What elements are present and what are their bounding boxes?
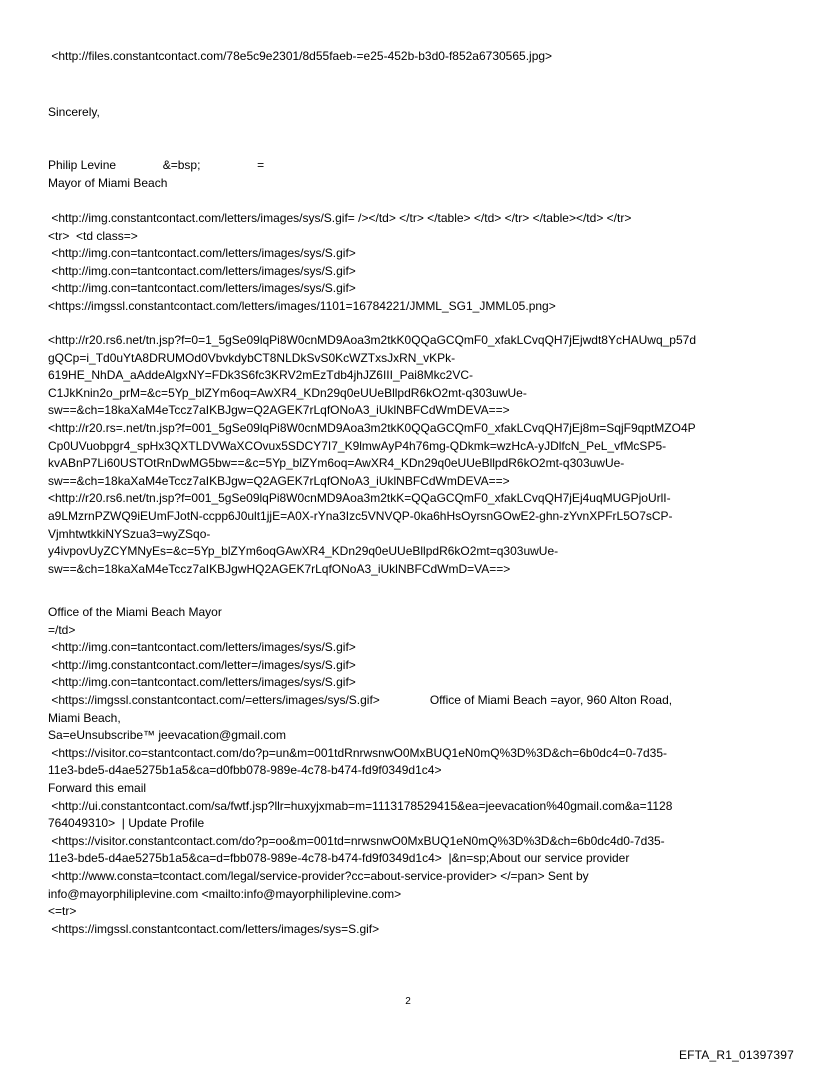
email-footer-block: Office of the Miami Beach Mayor =/td> <http://img.con=tantcontact.com/letters/images/sys/S.gif> <http://img.constantcontact.com/letter=/images/sys/S.gif> <http://img.con=tantcontact.com/letters/images/sys/S.gif> <https://imgssl.constantcontact.com/=etters/images/sys/S.gif> Office of Miami Beach =ayor, 960 Alton Road, Miami Beach, Sa=eUnsubscribe™ jeevacation@gmail.com <https://visitor.co=stantcontact.com/do?p=un&m=001tdRnrwsnwO0MxBUQ1eN0mQ%3D%3D&ch=6b0dc4=0-7d35- 11e3-bde5-d4ae5275b1a5&ca=d0fbb078-989e-4c78-b474-fd9f0349d1c4> Forward this email <http://ui.constantcontact.com/sa/fwtf.jsp?llr=huxyjxmab=m=1113178529415&ea=jeevacation%40gmail.com&a=1128 764049310> | Update Profile <https://visitor.constantcontact.com/do?p=oo&m=001td=nrwsnwO0MxBUQ1eN0mQ%3D%3D&ch=6b0dc4d0-7d35- 11e3-bde5-d4ae5275b1a5&ca=d=fbb078-989e-4c78-b474-fd9f0349d1c4> |&n=sp;About our service provider <http://www.consta=tcontact.com/legal/service-provider?cc=about-service-provider> </=pan> Sent by info@mayorphiliplevine.com <mailto:info@mayorphiliplevine.com> <=tr> <https://imgssl.constantcontact.com/letters/images/sys=S.gif> [48, 605, 673, 936]
page-number: 2 [405, 996, 411, 1007]
tracking-link-block: <http://r20.rs6.net/tn.jsp?f=0=1_5gSe09lqPi8W0cnMD9Aoa3m2tkK0QQaGCQmF0_xfakLCvqQH7jEjwdt8YcHAUwq_p57d gQCp=i_Td0uYtA8DRUMOd0VbvkdybCT8NLDkSvS0KcWZTxsJxRN_vKPk- 619HE_NhDA_aAddeAlgxNY=FDk3S6fc3KRV2mEzTdb4jhJZ6III_Pai8Mkc2VC- C1JkKnin2o_prM=&c=5Yp_blZYm6oq=AwXR4_KDn29q0eUUeBllpdR6kO2mt-q303uwUe- sw==&ch=18kaXaM4eTccz7aIKBJgw=Q2AGEK7rLqfONoA3_iUklNBFCdWmDEVA==> <http://r20.rs=.net/tn.jsp?f=001_5gSe09lqPi8W0cnMD9Aoa3m2tkK0QQaGCQmF0_xfakLCvqQH7jEj8m=SqjF9qptMZO4P Cp0UVuobpgr4_spHx3QXTLDVWaXCOvux5SDCY7I7_K9lmwAyP4h76mg-QDkmk=wzHcA-yJDlfcN_PeL_vfMcSP5- kvABnP7Li60USTOtRnDwMG5bw==&c=5Yp_blZYm6oq=AwXR4_KDn29q0eUUeBllpdR6kO2mt-q303uwUe- sw==&ch=18kaXaM4eTccz7aIKBJgw=Q2AGEK7rLqfONoA3_iUklNBFCdWmDEVA==> <http://r20.rs6.net/tn.jsp?f=001_5gSe09lqPi8W0cnMD9Aoa3m2tkK=QQaGCQmF0_xfakLCvqQH7jEj4uqMUGPjoUrlI- a9LMzrnPZWQ9iEUmFJotN-ccpp6J0ult1jjE=A0X-rYna3Izc5VNVQP-0ka6hHsOyrsnGOwE2-ghn-zYvnXPFrL5O7sCP- VjmhtwtkkiNYSzua3=wyZSqo- y4ivpovUyZCYMNyEs=&c=5Yp_blZYm6oqGAwXR4_KDn29q0eUUeBllpdR6kO2mt=q303uwUe- sw==&ch=18kaXaM4eTccz7aIKBJgwHQ2AGEK7rLqfONoA3_iUklNBFCdWmD=VA==> [48, 333, 696, 576]
image-url-line: <http://files.constantcontact.com/78e5c9e2301/8d55faeb-=e25-452b-b3d0-f852a6730565.jpg> [48, 49, 553, 63]
closing-text: Sincerely, [48, 105, 100, 119]
signature-block: Philip Levine &=bsp; = Mayor of Miami Beach [48, 158, 265, 190]
image-link-block: <http://img.constantcontact.com/letters/images/sys/S.gif= /></td> </tr> </table> </td> </tr> </table></td> </tr> <tr> <td class=> <http://img.con=tantcontact.com/letters/images/sys/S.gif> <http://img.con=tantcontact.com/letters/images/sys/S.gif> <http://img.con=tantcontact.com/letters/images/sys/S.gif> <https://imgssl.constantcontact.com/letters/images/1101=16784221/JMML_SG1_JMML05.png> [48, 211, 632, 313]
bates-number: EFTA_R1_01397397 [678, 1048, 794, 1062]
